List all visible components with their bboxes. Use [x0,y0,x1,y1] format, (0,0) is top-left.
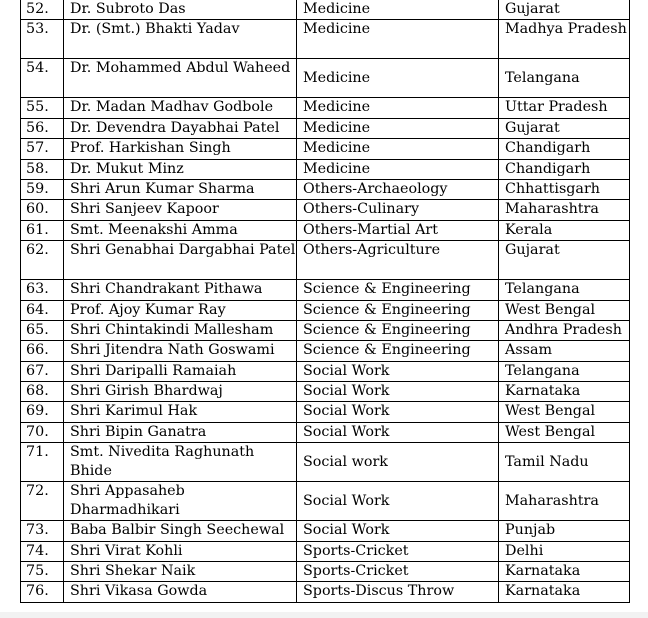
state-name: Karnataka [499,562,630,582]
awardee-name: Shri Karimul Hak [64,402,297,422]
serial-number: 70. [21,422,64,442]
table-row [21,280,630,300]
awardee-name: Shri Chandrakant Pithawa [64,280,297,300]
awardee-name: Dr. Madan Madhav Godbole [64,98,297,118]
serial-number: 58. [21,159,64,179]
serial-number: 71. [21,443,64,482]
serial-number: 74. [21,541,64,561]
state-name: Telangana [499,280,630,300]
state-name: Gujarat [499,0,630,20]
field-of-work: Medicine [297,98,499,118]
serial-number: 59. [21,179,64,199]
awardee-name: Shri Bipin Ganatra [64,422,297,442]
awardee-name: Shri Daripalli Ramaiah [64,361,297,381]
serial-number: 53. [21,20,64,59]
awardee-name: Dr. (Smt.) Bhakti Yadav [64,20,297,59]
state-name: Punjab [499,521,630,541]
state-name: West Bengal [499,422,630,442]
table-row [21,179,630,199]
field-of-work: Sports-Discus Throw [297,582,499,602]
awardee-name: Dr. Mukut Minz [64,159,297,179]
state-name: Maharashtra [499,200,630,220]
field-of-work: Medicine [297,20,499,59]
awardees-table [20,0,630,603]
awardee-name: Shri Chintakindi Mallesham [64,320,297,340]
state-name: Madhya Pradesh [499,20,630,59]
field-of-work: Medicine [297,0,499,20]
serial-number: 57. [21,139,64,159]
serial-number: 69. [21,402,64,422]
table-row [21,541,630,561]
state-name: Maharashtra [499,482,630,521]
awardee-name: Shri Jitendra Nath Goswami [64,341,297,361]
awardee-name: Dr. Devendra Dayabhai Patel [64,118,297,138]
table-row [21,0,630,20]
serial-number: 68. [21,382,64,402]
state-name: Karnataka [499,582,630,602]
field-of-work: Science & Engineering [297,341,499,361]
state-name: Chandigarh [499,139,630,159]
table-row [21,402,630,422]
state-name: Karnataka [499,382,630,402]
table-row [21,98,630,118]
table-row [21,220,630,240]
serial-number: 63. [21,280,64,300]
serial-number: 72. [21,482,64,521]
awardee-name: Dr. Subroto Das [64,0,297,20]
awardee-name: Dr. Mohammed Abdul Waheed [64,59,297,98]
awardee-name: Shri Arun Kumar Sharma [64,179,297,199]
field-of-work: Medicine [297,118,499,138]
serial-number: 66. [21,341,64,361]
state-name: Uttar Pradesh [499,98,630,118]
awardee-name: Shri Shekar Naik [64,562,297,582]
field-of-work: Social Work [297,482,499,521]
awardee-name: Prof. Harkishan Singh [64,139,297,159]
serial-number: 65. [21,320,64,340]
table-row [21,118,630,138]
serial-number: 73. [21,521,64,541]
field-of-work: Sports-Cricket [297,562,499,582]
awardee-name: Shri Genabhai Dargabhai Patel [64,241,297,280]
state-name: Chhattisgarh [499,179,630,199]
table-row [21,159,630,179]
page-bottom-edge [0,612,648,618]
awardee-name: Prof. Ajoy Kumar Ray [64,300,297,320]
field-of-work: Science & Engineering [297,280,499,300]
awardee-name: Smt. Meenakshi Amma [64,220,297,240]
table-row [21,582,630,602]
awardee-name: Shri Sanjeev Kapoor [64,200,297,220]
field-of-work: Medicine [297,159,499,179]
awardee-name: Baba Balbir Singh Seechewal [64,521,297,541]
state-name: Delhi [499,541,630,561]
table-row [21,562,630,582]
table-row [21,320,630,340]
table-row [21,482,630,521]
serial-number: 76. [21,582,64,602]
field-of-work: Sports-Cricket [297,541,499,561]
field-of-work: Social Work [297,422,499,442]
table-row [21,139,630,159]
field-of-work: Social work [297,443,499,482]
awardee-name: Smt. Nivedita Raghunath Bhide [64,443,297,482]
table-row [21,241,630,280]
table-row [21,59,630,98]
field-of-work: Science & Engineering [297,320,499,340]
serial-number: 61. [21,220,64,240]
state-name: Gujarat [499,241,630,280]
field-of-work: Social Work [297,521,499,541]
state-name: Andhra Pradesh [499,320,630,340]
field-of-work: Medicine [297,139,499,159]
table-row [21,521,630,541]
state-name: West Bengal [499,300,630,320]
state-name: Telangana [499,361,630,381]
state-name: West Bengal [499,402,630,422]
table-row [21,341,630,361]
field-of-work: Science & Engineering [297,300,499,320]
table-row [21,382,630,402]
serial-number: 62. [21,241,64,280]
state-name: Gujarat [499,118,630,138]
table-row [21,443,630,482]
serial-number: 52. [21,0,64,20]
table-row [21,200,630,220]
field-of-work: Social Work [297,382,499,402]
serial-number: 64. [21,300,64,320]
table-row [21,422,630,442]
state-name: Chandigarh [499,159,630,179]
table-row [21,20,630,59]
field-of-work: Others-Martial Art [297,220,499,240]
state-name: Telangana [499,59,630,98]
field-of-work: Others-Agriculture [297,241,499,280]
serial-number: 55. [21,98,64,118]
serial-number: 54. [21,59,64,98]
awardee-name: Shri Virat Kohli [64,541,297,561]
field-of-work: Social Work [297,361,499,381]
serial-number: 75. [21,562,64,582]
awardee-name: Shri Girish Bhardwaj [64,382,297,402]
state-name: Kerala [499,220,630,240]
table-row [21,300,630,320]
state-name: Assam [499,341,630,361]
serial-number: 60. [21,200,64,220]
state-name: Tamil Nadu [499,443,630,482]
awardee-name: Shri Appasaheb Dharmadhikari [64,482,297,521]
awardee-name: Shri Vikasa Gowda [64,582,297,602]
field-of-work: Medicine [297,59,499,98]
table-row [21,361,630,381]
field-of-work: Others-Archaeology [297,179,499,199]
serial-number: 67. [21,361,64,381]
field-of-work: Social Work [297,402,499,422]
serial-number: 56. [21,118,64,138]
field-of-work: Others-Culinary [297,200,499,220]
